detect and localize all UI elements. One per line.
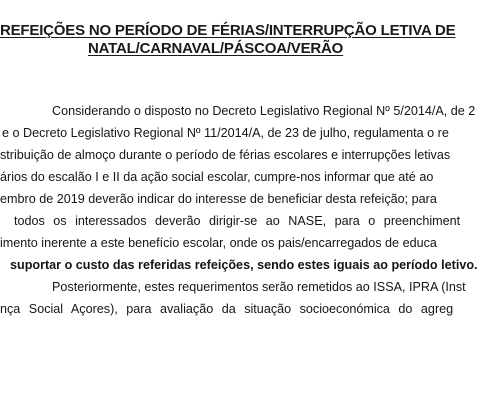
body-line-3: stribuição de almoço durante o período de férias escolares e interrupções letivas (0, 148, 451, 162)
body-line-5: embro de 2019 deverão indicar do interesse de beneficiar desta refeição; para (0, 192, 437, 206)
body-line-8: suportar o custo das referidas refeições, sendo estes iguais ao período letivo. (10, 258, 478, 272)
body-line-6: todos os interessados deverão dirigir-se ao NASE, para o preenchiment (14, 214, 461, 228)
document-title-line-2: NATAL/CARNAVAL/PÁSCOA/VERÃO (88, 40, 344, 57)
body-line-4: ários do escalão I e II da ação social escolar, cumpre-nos informar que até ao (0, 170, 434, 184)
document-title-line-1: REFEIÇÕES NO PERÍODO DE FÉRIAS/INTERRUPÇÃO LETIVA DE (0, 22, 456, 39)
body-line-7: imento inerente a este benefício escolar, onde os pais/encarregados de educa (0, 236, 437, 250)
body-line-9: Posteriormente, estes requerimentos serão remetidos ao ISSA, IPRA (Inst (52, 280, 466, 294)
body-line-10: nça Social Açores), para avaliação da situação socioeconómica do agreg (0, 302, 454, 316)
body-line-2: e o Decreto Legislativo Regional Nº 11/2014/A, de 23 de julho, regulamenta o re (2, 126, 449, 140)
body-line-1: Considerando o disposto no Decreto Legislativo Regional Nº 5/2014/A, de 2 (52, 104, 476, 118)
